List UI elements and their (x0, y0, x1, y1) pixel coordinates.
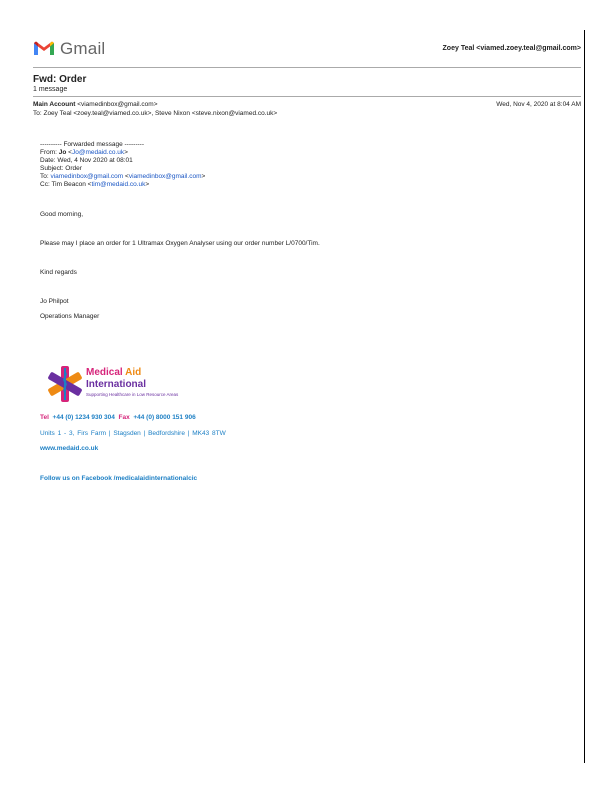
body-role: Operations Manager (40, 313, 100, 320)
body-signer: Jo Philpot (40, 298, 69, 305)
forward-cc-email-link[interactable]: tim@medaid.co.uk (91, 181, 146, 188)
message-from (33, 101, 158, 108)
forward-to-email-link-2[interactable]: viamedinbox@gmail.com (128, 173, 202, 180)
sender-name: Main Account (33, 101, 76, 108)
website-link[interactable]: www.medaid.co.uk (40, 445, 99, 452)
account-user: Zoey Teal <viamed.zoey.teal@gmail.com> (442, 45, 581, 52)
thread-subject: Fwd: Order (33, 74, 87, 85)
forward-from-email-link[interactable]: Jo@medaid.co.uk (71, 149, 125, 156)
message-count: 1 message (33, 86, 68, 93)
forward-subject: Subject: Order (40, 165, 82, 172)
logo-text-international: International (86, 379, 147, 390)
body-closing: Kind regards (40, 269, 77, 276)
body-greeting: Good morning, (40, 211, 83, 218)
message-date: Wed, Nov 4, 2020 at 8:04 AM (496, 101, 581, 108)
forward-separator: ---------- Forwarded message --------- (40, 141, 144, 148)
forward-to: To: viamedinbox@gmail.com <viamedinbox@gmail.com> (40, 173, 206, 180)
body-request: Please may I place an order for 1 Ultramax Oxygen Analyser using our order number L/0700/Tim. (40, 240, 320, 247)
signature-address: Units 1 - 3, Firs Farm | Stagsden | Bedfordshire | MK43 8TW (40, 430, 226, 437)
gmail-wordmark: Gmail (60, 39, 106, 58)
page-right-border (584, 30, 585, 763)
divider (33, 67, 581, 68)
fax-number: +44 (0) 8000 151 906 (133, 414, 196, 421)
forwarded-header (40, 141, 205, 189)
message-recipients: To: Zoey Teal <zoey.teal@viamed.co.uk>, Steve Nixon <steve.nixon@viamed.co.uk> (33, 110, 278, 117)
facebook-link[interactable]: Follow us on Facebook /medicalaidinternationalcic (40, 475, 198, 482)
logo-tagline: Supporting Healthcare in Low Resource Areas (86, 392, 179, 397)
sender-email: <viamedinbox@gmail.com> (77, 101, 158, 108)
forward-from: From: Jo <Jo@medaid.co.uk> (40, 149, 128, 156)
divider (33, 96, 581, 97)
forward-date: Date: Wed, 4 Nov 2020 at 08:01 (40, 157, 133, 164)
gmail-logo-icon (33, 40, 55, 56)
signature-phone: Tel +44 (0) 1234 930 304 Fax +44 (0) 8000 151 906 (40, 414, 196, 421)
logo-text-medical-aid: Medical Aid (86, 367, 142, 378)
forward-to-email-link[interactable]: viamedinbox@gmail.com (50, 173, 124, 180)
phone-number-link[interactable]: +44 (0) 1234 930 304 (52, 414, 115, 421)
forward-cc: Cc: Tim Beacon <tim@medaid.co.uk> (40, 181, 150, 188)
